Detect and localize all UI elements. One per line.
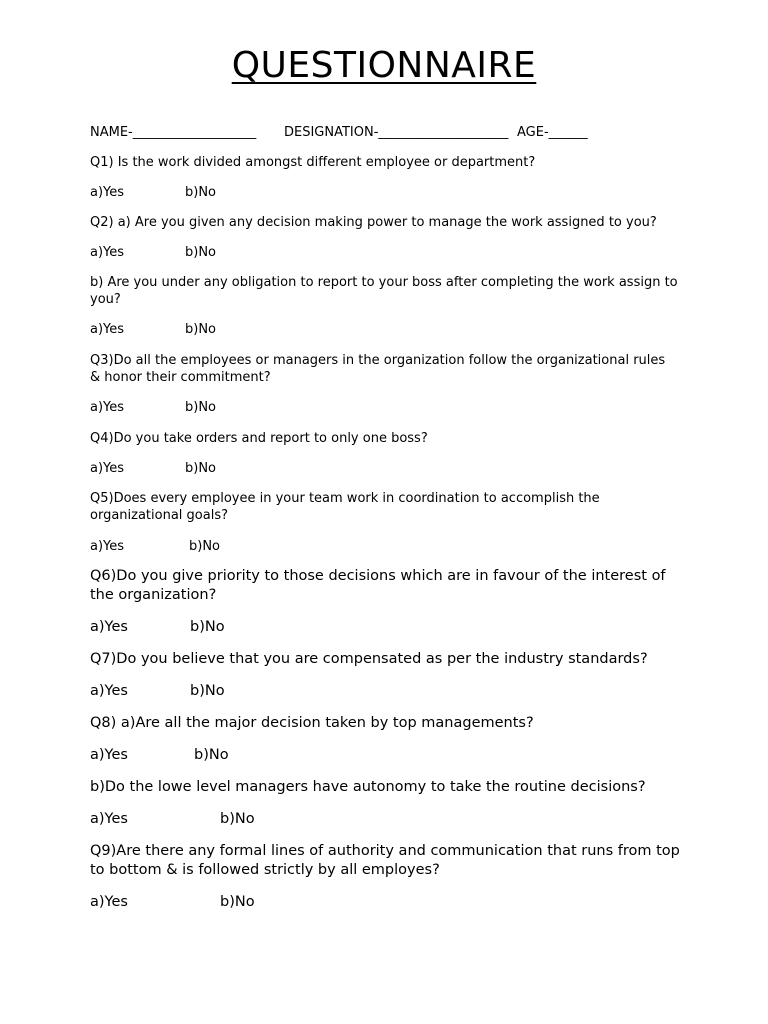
question-3: Q3)Do all the employees or managers in the organization follow the organizational rules & honor their commitment? — [90, 353, 666, 385]
option-yes: a)Yes — [90, 461, 125, 476]
answer-options-q5 — [90, 538, 221, 555]
option-no: b)No — [185, 461, 217, 476]
option-no: b)No — [190, 683, 225, 699]
designation-field-label: DESIGNATION-____________________ — [284, 125, 509, 140]
option-yes: a)Yes — [90, 185, 125, 200]
question-4: Q4)Do you take orders and report to only one boss? — [90, 431, 428, 446]
question-8b: b)Do the lowe level managers have autonomy to take the routine decisions? — [90, 779, 646, 795]
name-field-label: NAME-___________________ — [90, 125, 257, 140]
question-6: Q6)Do you give priority to those decisions which are in favour of the interest of the organization? — [90, 568, 666, 603]
answer-options-q2b — [90, 321, 217, 338]
answer-options-q4 — [90, 460, 217, 477]
option-no: b)No — [185, 322, 217, 337]
question-9: Q9)Are there any formal lines of authority and communication that runs from top to bottom & is followed strictly by all employes? — [90, 843, 680, 878]
question-8a: Q8) a)Are all the major decision taken by top managements? — [90, 715, 534, 731]
answer-options-q3 — [90, 399, 217, 416]
option-yes: a)Yes — [90, 245, 125, 260]
option-no: b)No — [189, 539, 221, 554]
answer-options-q8b — [90, 810, 255, 829]
answer-options-q1 — [90, 184, 217, 201]
option-yes: a)Yes — [90, 619, 128, 635]
answer-options-q9 — [90, 893, 255, 912]
question-2a: Q2) a) Are you given any decision making power to manage the work assigned to you? — [90, 215, 657, 230]
option-yes: a)Yes — [90, 811, 128, 827]
option-yes: a)Yes — [90, 539, 125, 554]
question-1: Q1) Is the work divided amongst different employee or department? — [90, 155, 536, 170]
option-yes: a)Yes — [90, 894, 128, 910]
answer-options-q8a — [90, 746, 229, 765]
option-no: b)No — [194, 747, 229, 763]
option-yes: a)Yes — [90, 683, 128, 699]
option-no: b)No — [185, 400, 217, 415]
answer-options-q6 — [90, 618, 225, 637]
age-field-label: AGE-______ — [517, 125, 588, 140]
option-yes: a)Yes — [90, 400, 125, 415]
page-title: QUESTIONNAIRE — [231, 45, 537, 86]
option-no: b)No — [220, 894, 255, 910]
question-7: Q7)Do you believe that you are compensated as per the industry standards? — [90, 651, 648, 667]
answer-options-q2a — [90, 244, 217, 261]
option-no: b)No — [220, 811, 255, 827]
option-no: b)No — [190, 619, 225, 635]
option-yes: a)Yes — [90, 322, 125, 337]
question-2b: b) Are you under any obligation to report to your boss after completing the work assign to you? — [90, 275, 678, 307]
option-no: b)No — [185, 245, 217, 260]
question-5: Q5)Does every employee in your team work in coordination to accomplish the organizational goals? — [90, 491, 600, 523]
answer-options-q7 — [90, 682, 225, 701]
option-yes: a)Yes — [90, 747, 128, 763]
option-no: b)No — [185, 185, 217, 200]
